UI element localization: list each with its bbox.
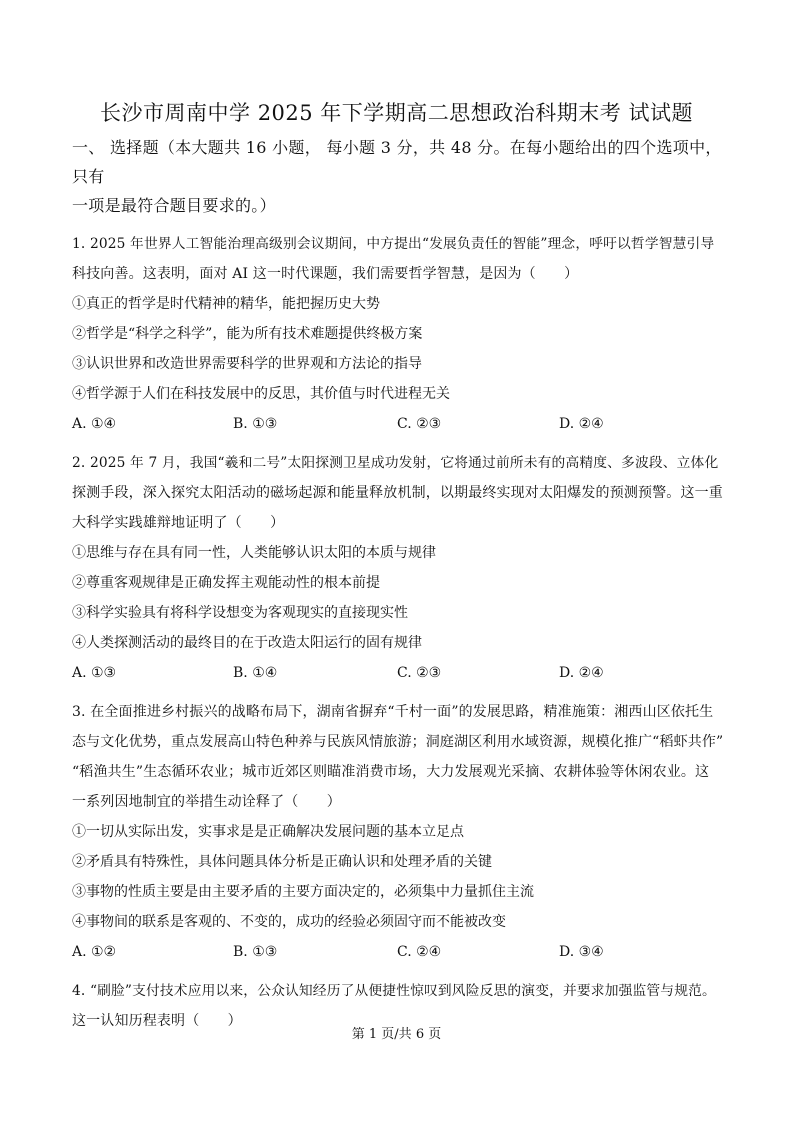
question-3 (72, 697, 723, 967)
question-stem-line: 一系列因地制宜的举措生动诠释了（ ） (72, 794, 341, 810)
question-stem-line: 1. 2025 年世界人工智能治理高级别会议期间，中方提出“发展负责任的智能”理念，呼吁以哲学智慧引导 (72, 236, 715, 252)
statement-item: ④事物间的联系是客观的、不变的，成功的经验必须固守而不能被改变 (72, 914, 506, 930)
page-title: 长沙市周南中学 2025 年下学期高二思想政治科期末考 试试题 (100, 101, 693, 125)
question-stem-line: 4. “刷脸”支付技术应用以来，公众认知经历了从便捷性惊叹到风险反思的演变，并要求加强监管与规范。 (72, 983, 716, 999)
choice-row (72, 937, 723, 967)
question-stem-line: 这一认知历程表明（ ） (72, 1013, 242, 1029)
statement-item: ③科学实验具有将科学设想变为客观现实的直接现实性 (72, 605, 408, 621)
exam-content (72, 133, 723, 1036)
question-stem-line: 科技向善。这表明，面对 AI 这一时代课题，我们需要哲学智慧，是因为（ ） (72, 266, 579, 282)
choice-option: A. ①③ (72, 665, 117, 681)
page-footer: 第 1 页/共 6 页 (351, 1027, 442, 1042)
choice-row (72, 409, 723, 439)
statement-item: ①真正的哲学是时代精神的精华，能把握历史大势 (72, 296, 380, 312)
statement-item: ②哲学是“科学之科学”，能为所有技术难题提供终极方案 (72, 326, 423, 342)
statement-item: ③事物的性质主要是由主要矛盾的主要方面决定的，必须集中力量抓住主流 (72, 884, 534, 900)
choice-option: C. ②③ (397, 416, 442, 432)
question-stem-line: 态与文化优势，重点发展高山特色种养与民族风情旅游；洞庭湖区利用水域资源，规模化推广“稻虾共作” (72, 734, 724, 750)
section-heading-line: 一、 选择题（本大题共 16 小题， 每小题 3 分，共 48 分。在每小题给出的四个选项中， 只有 (72, 138, 722, 186)
choice-option: D. ②④ (559, 665, 604, 681)
statement-item: ③认识世界和改造世界需要科学的世界观和方法论的指导 (72, 356, 422, 372)
statement-item: ①一切从实际出发，实事求是是正确解决发展问题的基本立足点 (72, 824, 464, 840)
choice-row (72, 658, 723, 688)
section-heading (72, 133, 723, 220)
choice-option: D. ②④ (559, 416, 604, 432)
choice-option: B. ①③ (233, 416, 278, 432)
statement-item: ④人类探测活动的最终目的在于改造太阳运行的固有规律 (72, 635, 422, 651)
question-2 (72, 448, 723, 688)
choice-option: A. ①② (72, 944, 117, 960)
question-stem-line: 探测手段，深入探究太阳活动的磁场起源和能量释放机制，以期最终实现对太阳爆发的预测预警。这一重 (72, 485, 723, 501)
choice-option: B. ①③ (233, 944, 278, 960)
choice-option: B. ①④ (233, 665, 278, 681)
choice-option: D. ③④ (559, 944, 604, 960)
question-stem-line: 3. 在全面推进乡村振兴的战略布局下，湖南省摒弃“千村一面”的发展思路，精准施策：湘西山区依托生 (72, 704, 714, 720)
statement-item: ②矛盾具有特殊性，具体问题具体分析是正确认识和处理矛盾的关键 (72, 854, 492, 870)
question-1 (72, 229, 723, 439)
question-stem-line: 2. 2025 年 7 月，我国“羲和二号”太阳探测卫星成功发射，它将通过前所未有的高精度、多波段、立体化 (72, 455, 719, 471)
choice-option: C. ②③ (397, 665, 442, 681)
choice-option: A. ①④ (72, 416, 117, 432)
choice-option: C. ②④ (397, 944, 442, 960)
statement-item: ②尊重客观规律是正确发挥主观能动性的根本前提 (72, 575, 380, 591)
question-list (72, 229, 723, 1036)
section-heading-line: 一项是最符合题目要求的。） (72, 196, 276, 215)
question-stem-line: “稻渔共生”生态循环农业；城市近郊区则瞄准消费市场，大力发展观光采摘、农耕体验等休闲农业。这 (72, 764, 710, 780)
question-stem-line: 大科学实践雄辩地证明了（ ） (72, 515, 285, 531)
statement-item: ④哲学源于人们在科技发展中的反思，其价值与时代进程无关 (72, 386, 450, 402)
statement-item: ①思维与存在具有同一性，人类能够认识太阳的本质与规律 (72, 545, 436, 561)
